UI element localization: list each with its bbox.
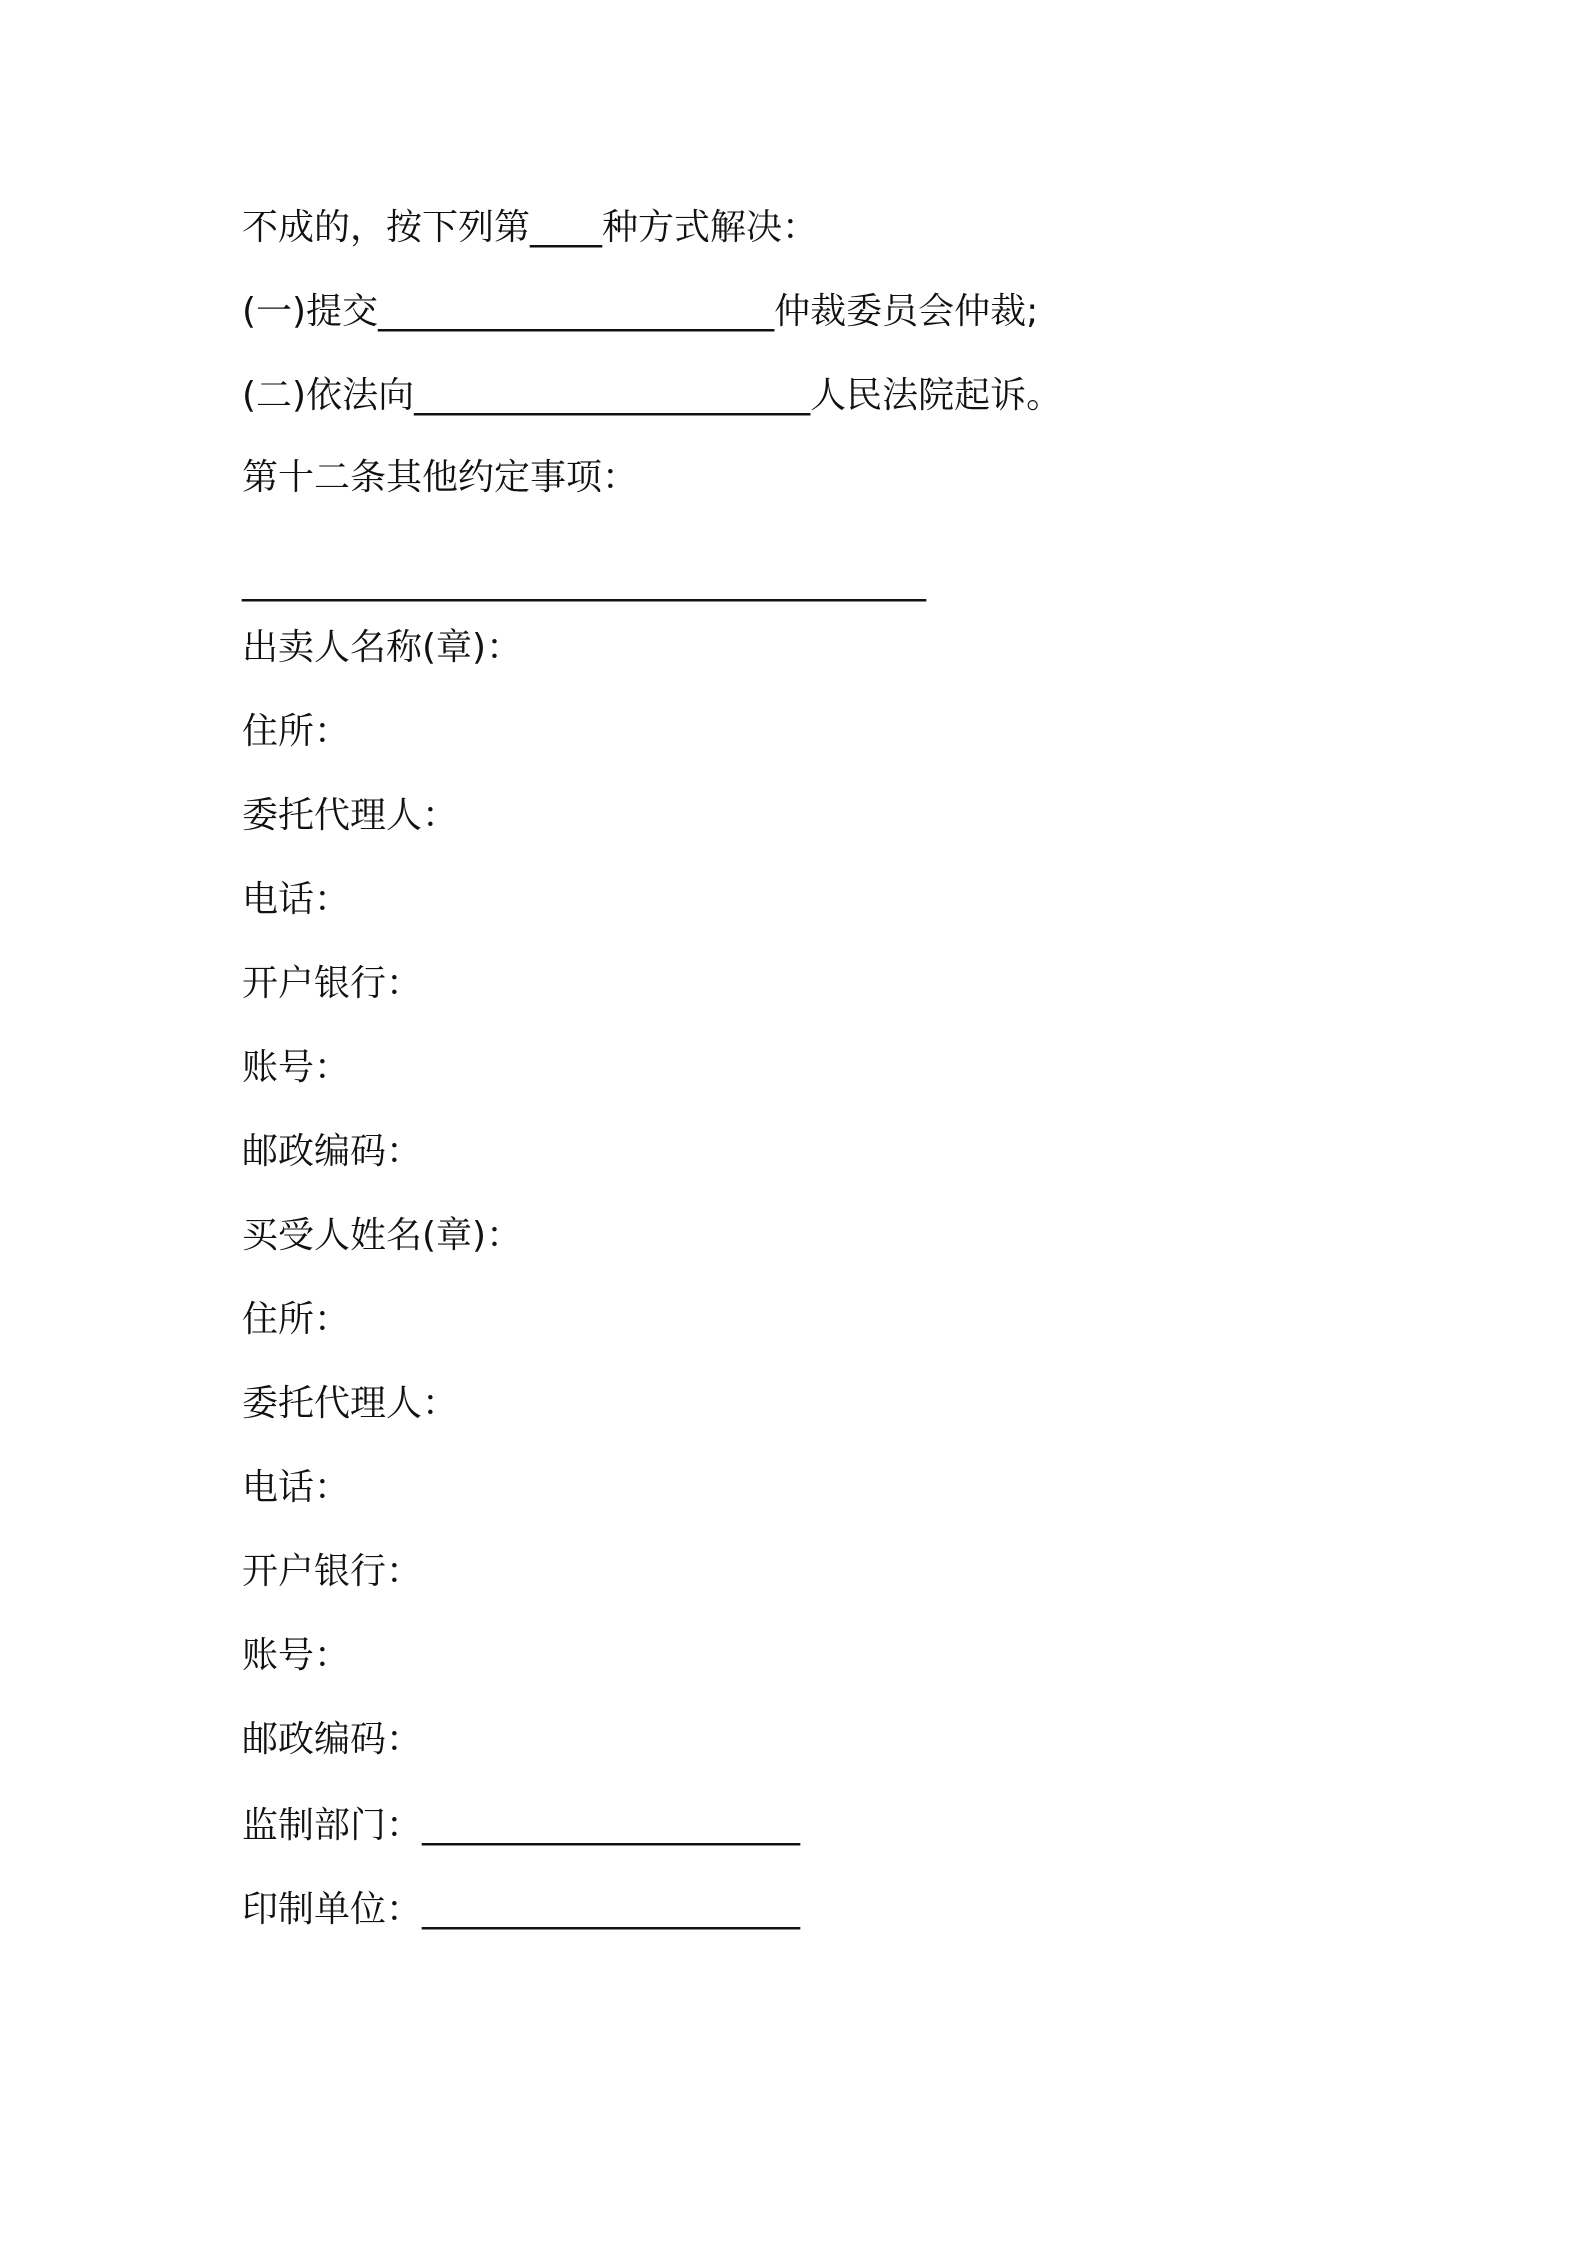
litigation-option: (二)依法向______________________人民法院起诉。 (242, 375, 1063, 416)
buyer-address-label: 住所： (242, 1299, 351, 1340)
seller-bank-label: 开户银行： (242, 963, 423, 1004)
buyer-name-label: 买受人姓名(章)： (242, 1215, 523, 1256)
article-12-heading: 第十二条其他约定事项： (242, 457, 639, 498)
seller-account-label: 账号： (242, 1047, 351, 1088)
seller-agent-label: 委托代理人： (242, 795, 459, 836)
buyer-postcode-label: 邮政编码： (242, 1719, 423, 1760)
seller-name-label: 出卖人名称(章)： (242, 627, 523, 668)
buyer-phone-label: 电话： (242, 1467, 351, 1508)
supervising-dept-line: 监制部门：_____________________ (242, 1805, 801, 1846)
buyer-bank-label: 开户银行： (242, 1551, 423, 1592)
printing-unit-line: 印制单位：_____________________ (242, 1889, 801, 1930)
buyer-agent-label: 委托代理人： (242, 1383, 459, 1424)
seller-address-label: 住所： (242, 711, 351, 752)
dispute-resolution-intro: 不成的，按下列第____种方式解决： (242, 207, 819, 248)
other-matters-blank: ______________________________________ (242, 561, 926, 602)
buyer-account-label: 账号： (242, 1635, 351, 1676)
arbitration-option: (一)提交______________________仲裁委员会仲裁; (242, 291, 1039, 332)
seller-postcode-label: 邮政编码： (242, 1131, 423, 1172)
seller-phone-label: 电话： (242, 879, 351, 920)
